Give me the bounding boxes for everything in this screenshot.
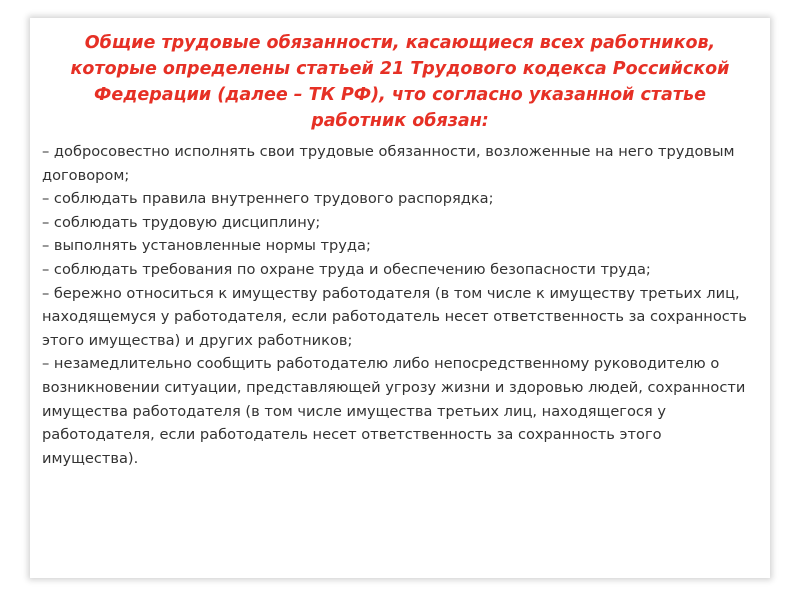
list-item: – соблюдать правила внутреннего трудового распорядка; [42,190,494,208]
list-item: – соблюдать требования по охране труда и обеспечению безопасности труда; [42,260,651,278]
list-item: – выполнять установленные нормы труда; [42,237,371,255]
slide-title: Общие трудовые обязанности, касающиеся всех работников, которые определены статьей 21 Трудового кодекса Российской Федерации (далее – ТК РФ), что согласно указанной статье работник обязан: [70,33,730,131]
list-item: – соблюдать трудовую дисциплину; [42,213,321,231]
slide [30,18,770,578]
obligations-list [42,140,762,470]
list-item: – добросовестно исполнять свои трудовые обязанности, возложенные на него трудовым договором; [42,143,735,184]
list-item: – бережно относиться к имуществу работодателя (в том числе к имуществу третьих лиц, находящемуся у работодателя, если работодатель несет ответственность за сохранность этого имущества) и других работников; [42,284,747,349]
list-item: – незамедлительно сообщить работодателю либо непосредственному руководителю о возникновении ситуации, представляющей угрозу жизни и здоровью людей, сохранности имущества работодателя (в том числе имущества третьих лиц, находящегося у работодателя, если работодатель несет ответственность за сохранность этого имущества). [42,355,746,467]
